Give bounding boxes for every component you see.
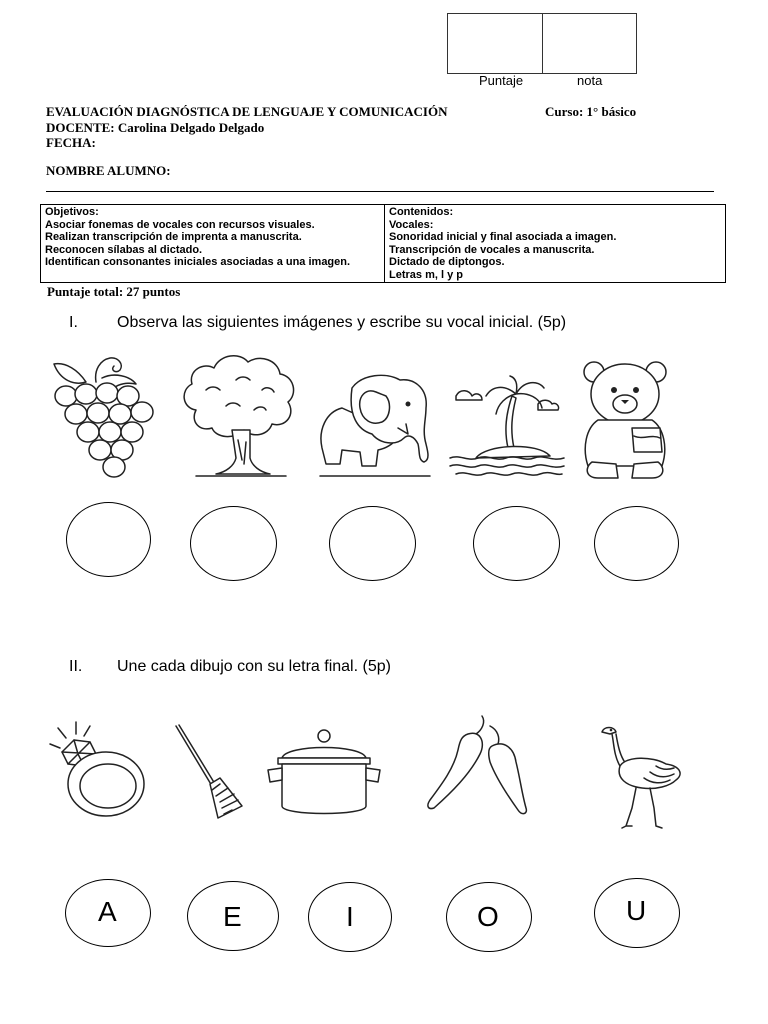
nombre-label: NOMBRE ALUMNO: bbox=[46, 163, 171, 178]
objective-item: Realizan transcripción de imprenta a manuscrita. bbox=[45, 231, 302, 244]
objectives-heading: Objetivos: bbox=[45, 206, 99, 218]
fecha-label: FECHA: bbox=[46, 135, 96, 150]
letter-oval-a[interactable] bbox=[65, 879, 151, 947]
curso-label: Curso: 1° básico bbox=[545, 104, 637, 119]
section-2-number: II. bbox=[69, 658, 83, 675]
puntaje-total: Puntaje total: 27 puntos bbox=[47, 284, 181, 299]
grapes-image bbox=[44, 352, 162, 480]
answer-oval-4[interactable] bbox=[473, 506, 560, 581]
content-item: Vocales: bbox=[389, 218, 434, 231]
letter-u: U bbox=[626, 895, 647, 926]
puntaje-cell[interactable] bbox=[448, 14, 543, 73]
bear-image bbox=[576, 358, 676, 482]
letter-oval-e[interactable] bbox=[187, 881, 279, 951]
broom-image bbox=[172, 722, 244, 822]
puntaje-label: Puntaje bbox=[479, 73, 524, 88]
island-image bbox=[446, 374, 568, 480]
letter-o: O bbox=[477, 901, 499, 932]
letter-i: I bbox=[346, 901, 354, 932]
objectives-table bbox=[40, 204, 726, 283]
section-2-instruction: Une cada dibujo con su letra final. (5p) bbox=[117, 658, 391, 675]
objective-item: Reconocen sílabas al dictado. bbox=[45, 243, 203, 256]
contents-column bbox=[385, 205, 725, 282]
ring-image bbox=[46, 720, 152, 822]
answer-oval-1[interactable] bbox=[66, 502, 151, 577]
chili-peppers-image bbox=[424, 712, 544, 822]
content-item: Sonoridad inicial y final asociada a imagen. bbox=[389, 231, 617, 244]
answer-oval-5[interactable] bbox=[594, 506, 679, 581]
letter-oval-u[interactable] bbox=[594, 878, 680, 948]
letter-e: E bbox=[223, 901, 242, 932]
content-item: Dictado de diptongos. bbox=[389, 256, 505, 269]
score-box bbox=[447, 13, 637, 74]
nota-cell[interactable] bbox=[543, 14, 637, 73]
exam-title: EVALUACIÓN DIAGNÓSTICA DE LENGUAJE Y COMUNICACIÓN bbox=[46, 104, 448, 119]
content-item: Letras m, l y p bbox=[389, 268, 463, 281]
tree-image bbox=[176, 350, 304, 480]
elephant-image bbox=[312, 368, 440, 480]
pot-image bbox=[266, 728, 382, 820]
section-1-instruction: Observa las siguientes imágenes y escribe su vocal inicial. (5p) bbox=[117, 314, 567, 331]
letter-oval-o[interactable] bbox=[446, 882, 532, 952]
objective-item: Asociar fonemas de vocales con recursos visuales. bbox=[45, 218, 315, 231]
name-line[interactable] bbox=[46, 191, 714, 192]
section-1-number: I. bbox=[69, 314, 78, 331]
answer-oval-2[interactable] bbox=[190, 506, 277, 581]
objective-item: Identifican consonantes iniciales asociadas a una imagen. bbox=[45, 256, 351, 269]
nota-label: nota bbox=[577, 73, 603, 88]
letter-oval-i[interactable] bbox=[308, 882, 392, 952]
content-item: Transcripción de vocales a manuscrita. bbox=[389, 243, 595, 256]
contents-heading: Contenidos: bbox=[389, 206, 454, 218]
answer-oval-3[interactable] bbox=[329, 506, 416, 581]
docente-label: DOCENTE: Carolina Delgado Delgado bbox=[46, 120, 265, 135]
ostrich-image bbox=[596, 722, 688, 832]
letter-a: A bbox=[98, 896, 117, 927]
objectives-column bbox=[41, 205, 385, 282]
